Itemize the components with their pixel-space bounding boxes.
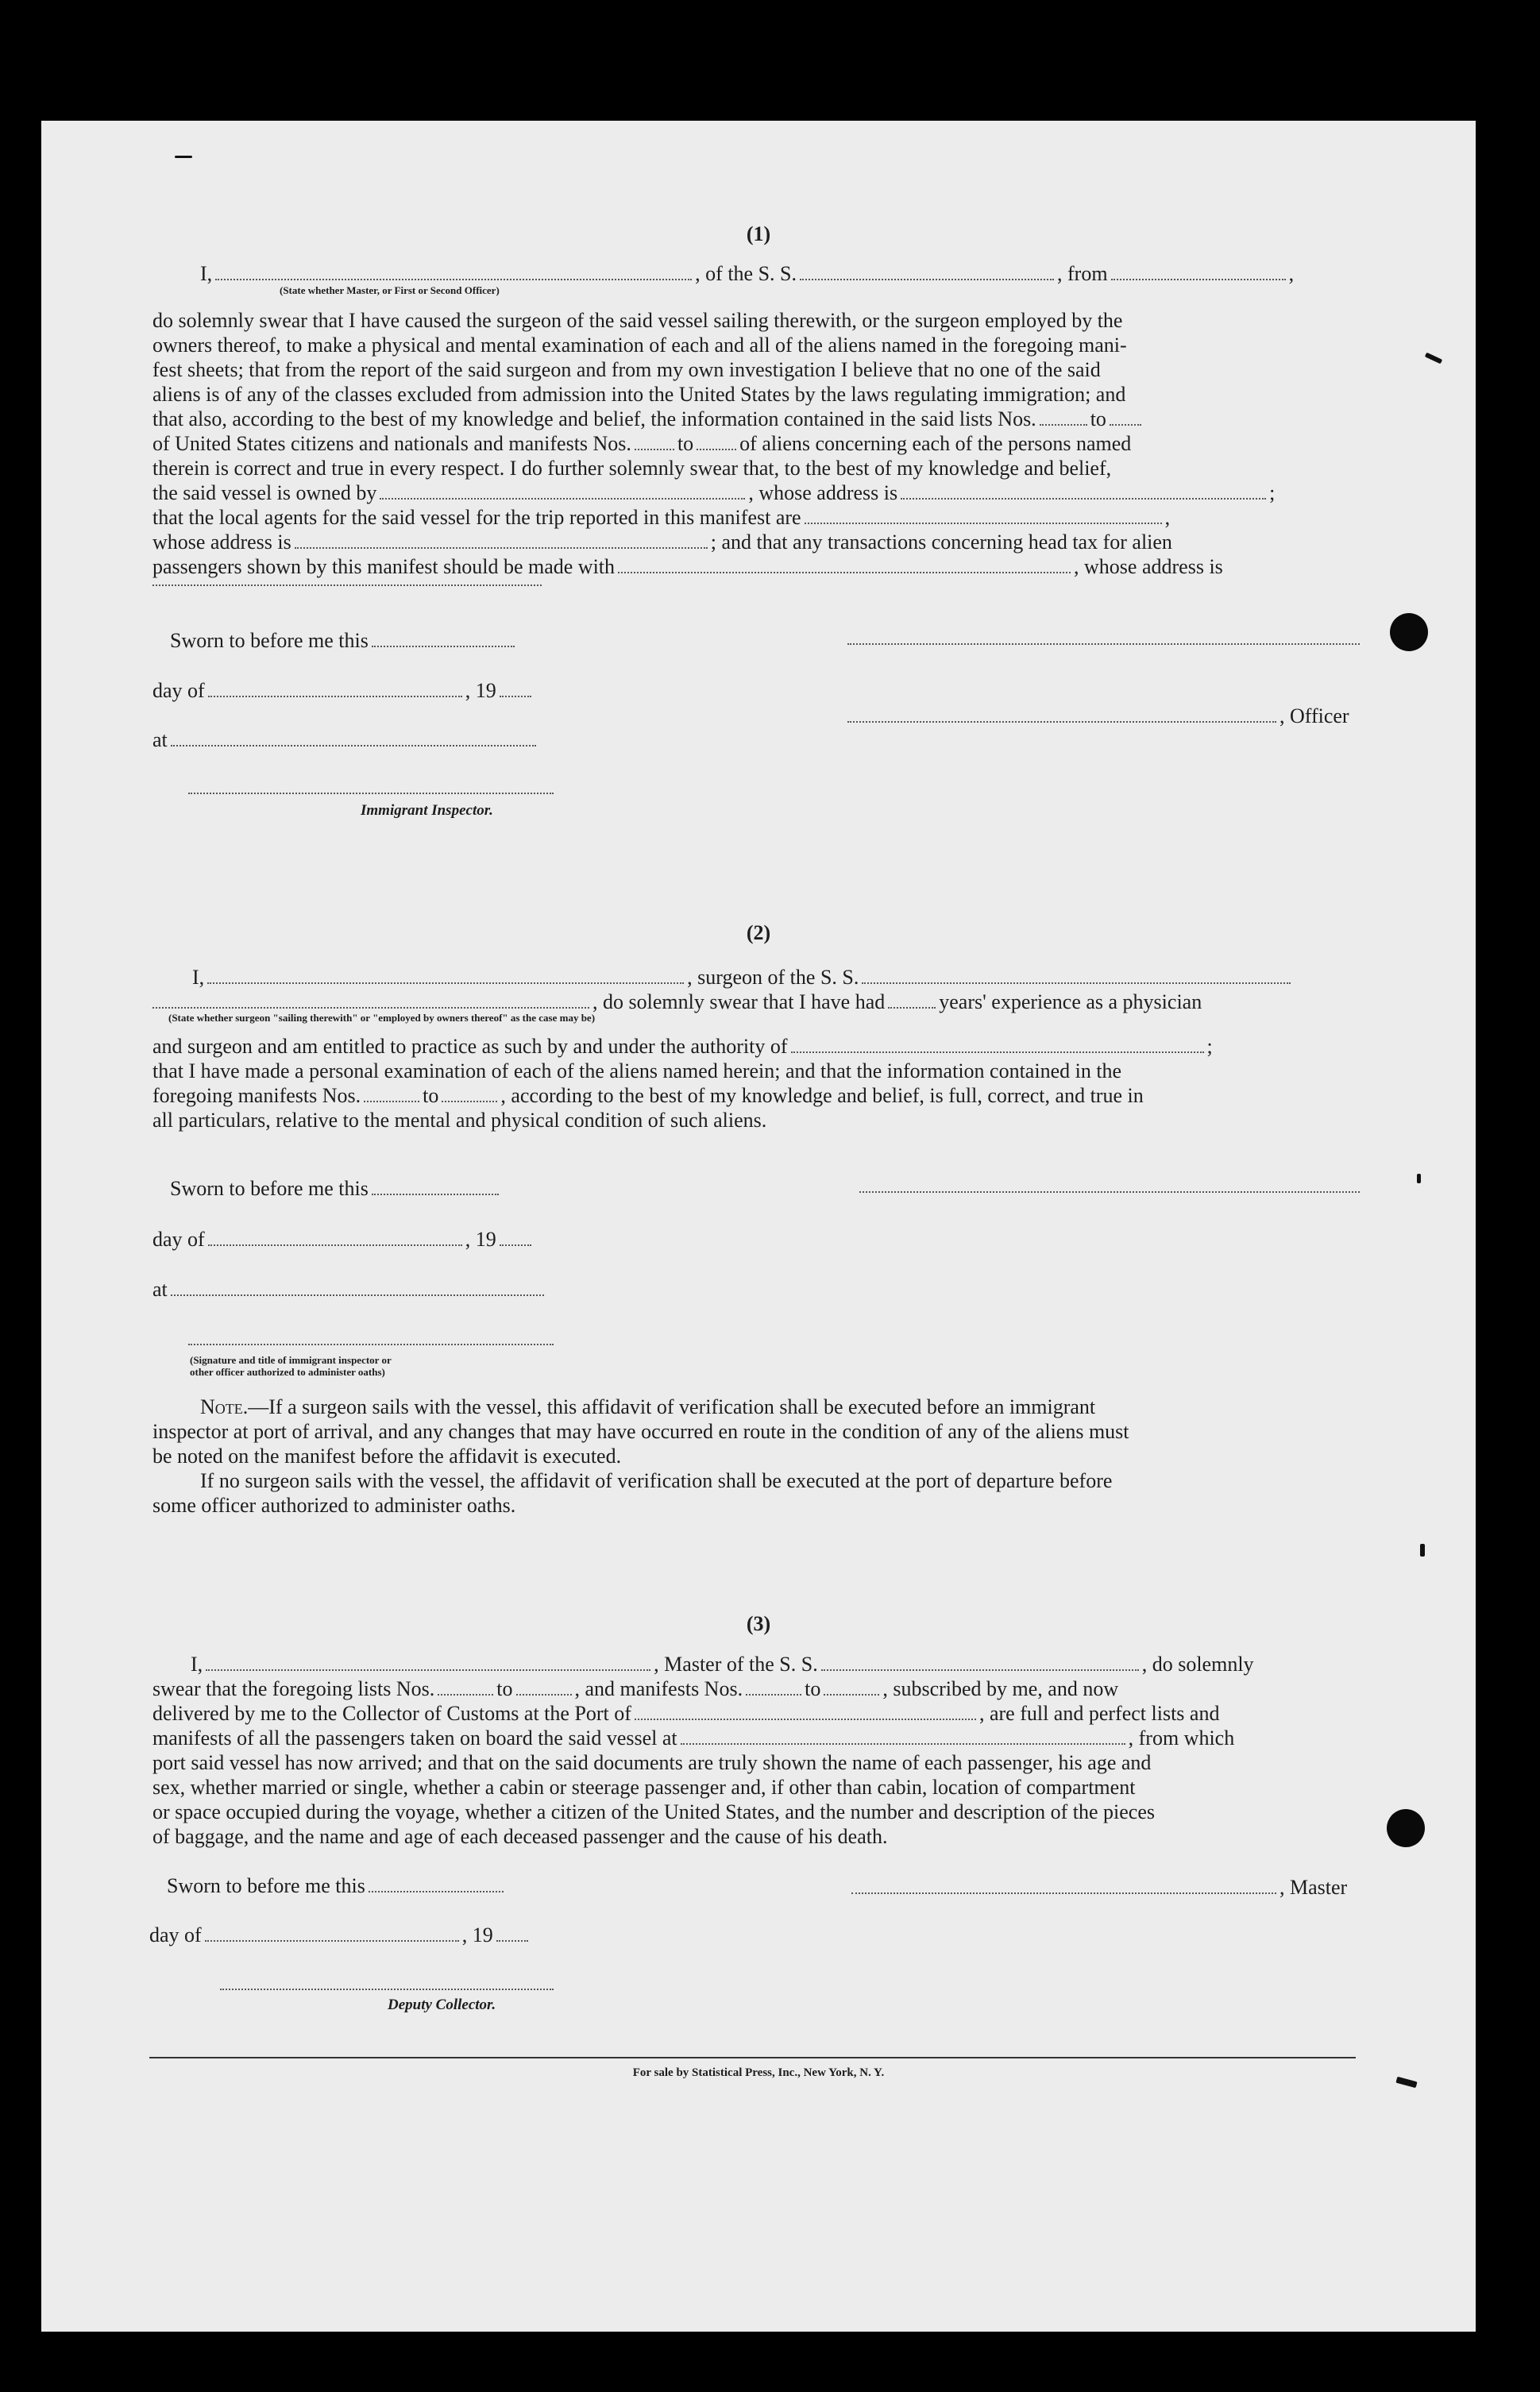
s3-manifests-to-field[interactable]: [824, 1678, 879, 1696]
s1-text: , whose address is: [748, 481, 898, 504]
s3-text: , are full and perfect lists and: [978, 1702, 1220, 1725]
s1-text: whose address is: [152, 530, 291, 554]
lists-from-field[interactable]: [1040, 408, 1087, 426]
signature-caption: [190, 1354, 392, 1378]
publisher-footer: For sale by Statistical Press, Inc., New York, N. Y.: [632, 2066, 885, 2079]
s2-year-field[interactable]: [500, 1229, 531, 1246]
s3-text: day of: [149, 1923, 202, 1946]
s2-text: , according to the best of my knowledge and belief, is full, correct, and true in: [500, 1084, 1144, 1107]
s1-text: that the local agents for the said vessel for the trip reported in this manifest are: [152, 506, 801, 529]
head-tax-party-field[interactable]: [618, 556, 1071, 573]
s3-text: to: [496, 1677, 513, 1700]
note-line: be noted on the manifest before the affidavit is executed.: [152, 1445, 622, 1468]
master-name-field[interactable]: [215, 263, 692, 280]
s1-text: , 19: [465, 679, 496, 702]
owner-field[interactable]: [380, 482, 745, 500]
s3-day: [149, 1923, 531, 1947]
s3-text: to: [805, 1677, 821, 1700]
footer-rule: [149, 2057, 1356, 2058]
s3-day-field[interactable]: [205, 1924, 459, 1942]
s2-text: , surgeon of the S. S.: [687, 966, 859, 989]
surgeon-signature-line[interactable]: [859, 1191, 1360, 1193]
s1-text: of United States citizens and nationals and manifests Nos.: [152, 432, 631, 455]
s1-text: ,: [1164, 506, 1171, 529]
s3-text: , Master: [1279, 1876, 1348, 1899]
section-2-number: (2): [746, 921, 771, 944]
s1-text: to: [1090, 407, 1106, 430]
s1-para-line: fest sheets; that from the report of the said surgeon and from my own investigation I believe that no one of the said: [152, 358, 1101, 381]
collector-signature-line[interactable]: [220, 1989, 554, 1990]
s2-text: at: [152, 1278, 168, 1301]
s1-text: I,: [200, 262, 213, 285]
section-3-body: [152, 1652, 1395, 1849]
s2-para-line: that I have made a personal examination of each of the aliens named herein; and that the information contained in the: [152, 1059, 1122, 1082]
s1-text: to: [677, 432, 694, 455]
s3-master-name-field[interactable]: [206, 1653, 650, 1671]
s2-para-line: [152, 1034, 1395, 1059]
agents-field[interactable]: [805, 507, 1162, 524]
s3-text: manifests of all the passengers taken on board the said vessel at: [152, 1726, 677, 1750]
s2-manifest-to-field[interactable]: [442, 1085, 497, 1102]
s1-para-line: aliens is of any of the classes excluded from admission into the United States by the laws regulating immigration; and: [152, 383, 1126, 406]
s2-day-field[interactable]: [208, 1229, 462, 1246]
note-label: Note.: [200, 1395, 249, 1418]
collector-label: Deputy Collector.: [388, 1997, 496, 2013]
s3-lists-to-field[interactable]: [516, 1678, 572, 1696]
s1-text: , of the S. S.: [695, 262, 797, 285]
s1-para-line: therein is correct and true in every respect. I do further solemnly swear that, to the best of my knowledge and belief,: [152, 457, 1112, 480]
s3-text: , from which: [1128, 1726, 1235, 1750]
s3-text: swear that the foregoing lists Nos.: [152, 1677, 435, 1700]
s2-text: foregoing manifests Nos.: [152, 1084, 361, 1107]
surgeon-name-field[interactable]: [207, 966, 684, 984]
s2-at-field[interactable]: [171, 1279, 544, 1296]
s3-para-line: [152, 1701, 1395, 1726]
s2-text: Sworn to before me this: [170, 1177, 369, 1200]
s3-text: , Master of the S. S.: [654, 1653, 818, 1676]
s3-text: Sworn to before me this: [167, 1874, 365, 1897]
s2-official-signature-line[interactable]: [188, 1344, 554, 1345]
s1-para-line: do solemnly swear that I have caused the surgeon of the said vessel sailing therewith, or the surgeon employed by the: [152, 309, 1123, 332]
s3-text: , 19: [461, 1923, 493, 1946]
s1-para-line: [152, 505, 1395, 530]
s3-lists-from-field[interactable]: [438, 1678, 493, 1696]
surgeon-status-field[interactable]: [152, 991, 589, 1009]
punch-hole: [1390, 613, 1428, 651]
s2-text: to: [423, 1084, 439, 1107]
s3-ship-field[interactable]: [821, 1653, 1139, 1671]
s1-text: of aliens concerning each of the persons named: [739, 432, 1132, 455]
authority-field[interactable]: [791, 1036, 1204, 1053]
s3-text: delivered by me to the Collector of Customs at the Port of: [152, 1702, 631, 1725]
surgeon-caption: (State whether surgeon "sailing therewith" or "employed by owners thereof" as the case may be): [168, 1012, 596, 1024]
agents-address-field[interactable]: [295, 531, 708, 549]
manifests-to-field[interactable]: [697, 433, 736, 450]
surgeon-note: [152, 1395, 1395, 1518]
from-port-field[interactable]: [1111, 263, 1286, 280]
sig-caption-line: other officer authorized to administer oaths): [190, 1366, 385, 1378]
note-line: [152, 1395, 1395, 1419]
s3-text: , subscribed by me, and now: [882, 1677, 1119, 1700]
inspector-signature-line[interactable]: [188, 793, 554, 794]
s2-para-line: [152, 1083, 1395, 1108]
s2-para-line: all particulars, relative to the mental and physical condition of such aliens.: [152, 1109, 767, 1132]
s1-text: ;: [1269, 481, 1276, 504]
s3-para-line: or space occupied during the voyage, whether a citizen of the United States, and the number and description of the pieces: [152, 1800, 1156, 1823]
note-line: inspector at port of arrival, and any changes that may have occurred en route in the condition of any of the aliens must: [152, 1420, 1129, 1443]
s2-text: day of: [152, 1228, 205, 1251]
s3-para-line: of baggage, and the name and age of each deceased passenger and the cause of his death.: [152, 1825, 888, 1848]
section-2-body: [152, 1034, 1395, 1132]
s1-at: [152, 728, 539, 752]
s1-para-line: [152, 431, 1395, 456]
inspector-label: Immigrant Inspector.: [361, 802, 493, 819]
s2-at: [152, 1278, 547, 1302]
s1-text: Sworn to before me this: [170, 629, 369, 652]
officer-caption: (State whether Master, or First or Second Officer): [280, 284, 500, 296]
s1-text: , Officer: [1279, 704, 1349, 727]
s1-at-field[interactable]: [171, 729, 536, 747]
s2-sworn: [170, 1177, 502, 1201]
s1-text: passengers shown by this manifest should be made with: [152, 555, 616, 578]
s3-para-line: sex, whether married or single, whether a cabin or steerage passenger and, if other than cabin, location of compartment: [152, 1776, 1136, 1799]
s2-text: , do solemnly swear that I have had: [592, 990, 886, 1013]
speck: [1420, 1544, 1425, 1557]
s2-text: years' experience as a physician: [939, 990, 1202, 1013]
s2-line2: [152, 990, 1202, 1014]
section-1-body: [152, 308, 1395, 579]
s1-sworn: [170, 629, 518, 653]
s1-para-line: [152, 407, 1395, 431]
s3-text: , do solemnly: [1141, 1653, 1254, 1676]
s1-day-field[interactable]: [208, 680, 462, 697]
form-page: [41, 121, 1476, 2332]
speck: [175, 156, 192, 158]
s1-text: , from: [1057, 262, 1108, 285]
s1-line1: [200, 262, 1294, 286]
s2-ship-field[interactable]: [862, 966, 1291, 984]
note-text: —If a surgeon sails with the vessel, this affidavit of verification shall be executed before an immigrant: [248, 1395, 1096, 1418]
s3-para-line: [152, 1652, 1395, 1676]
s2-text: I,: [192, 966, 205, 989]
s1-para-line: owners thereof, to make a physical and mental examination of each and all of the aliens named in the foregoing mani-: [152, 334, 1127, 357]
s2-text: , 19: [465, 1228, 496, 1251]
s1-text: , whose address is: [1074, 555, 1223, 578]
s3-para-line: port said vessel has now arrived; and that on the said documents are truly shown the name of each passenger, his age and: [152, 1751, 1152, 1774]
s1-sworn-date-field[interactable]: [372, 630, 515, 647]
s1-text: at: [152, 728, 168, 751]
s3-para-line: [152, 1726, 1395, 1750]
s1-day: [152, 679, 535, 703]
ship-name-field[interactable]: [800, 263, 1054, 280]
officer-signature-line[interactable]: [847, 643, 1360, 645]
lists-to-field[interactable]: [1110, 408, 1141, 426]
s3-sworn: [167, 1874, 507, 1898]
s1-text: that also, according to the best of my knowledge and belief, the information contained in the said lists Nos.: [152, 407, 1036, 430]
s1-para-line: [152, 530, 1395, 554]
s2-text: and surgeon and am entitled to practice as such by and under the authority of: [152, 1035, 788, 1058]
head-tax-address-field[interactable]: [152, 584, 542, 586]
manifests-from-field[interactable]: [635, 433, 674, 450]
s3-manifests-from-field[interactable]: [746, 1678, 801, 1696]
s1-para-line: [152, 480, 1395, 505]
embark-port-field[interactable]: [681, 1727, 1125, 1745]
port-field[interactable]: [635, 1703, 976, 1720]
s1-text: day of: [152, 679, 205, 702]
s3-para-line: [152, 1676, 1395, 1701]
s2-line1: [192, 966, 1294, 990]
s1-officer: [847, 704, 1349, 728]
s1-text: ,: [1288, 262, 1295, 285]
s3-text: , and manifests Nos.: [574, 1677, 743, 1700]
note-line: some officer authorized to administer oaths.: [152, 1494, 516, 1517]
s1-para-line: [152, 554, 1395, 579]
master-signature-field[interactable]: [851, 1877, 1276, 1894]
speck: [1417, 1174, 1421, 1183]
s3-year-field[interactable]: [496, 1924, 528, 1942]
s3-master: [851, 1876, 1347, 1900]
owner-address-field[interactable]: [901, 482, 1266, 500]
officer-title-field[interactable]: [847, 705, 1276, 723]
s2-day: [152, 1228, 535, 1252]
s1-text: the said vessel is owned by: [152, 481, 377, 504]
s2-sworn-date-field[interactable]: [372, 1178, 499, 1195]
sig-caption-line: (Signature and title of immigrant inspector or: [190, 1354, 392, 1366]
punch-hole: [1387, 1809, 1425, 1847]
years-field[interactable]: [888, 991, 936, 1009]
s3-sworn-date-field[interactable]: [369, 1875, 504, 1892]
note-line: If no surgeon sails with the vessel, the affidavit of verification shall be executed at the port of departure before: [200, 1469, 1113, 1492]
s2-manifest-from-field[interactable]: [364, 1085, 419, 1102]
s2-text: ;: [1206, 1035, 1213, 1058]
speck: [1425, 353, 1442, 365]
s1-text: ; and that any transactions concerning head tax for alien: [710, 530, 1172, 554]
s3-text: I,: [191, 1653, 203, 1676]
section-3-number: (3): [746, 1612, 771, 1635]
section-1-number: (1): [746, 222, 771, 245]
s1-year-field[interactable]: [500, 680, 531, 697]
